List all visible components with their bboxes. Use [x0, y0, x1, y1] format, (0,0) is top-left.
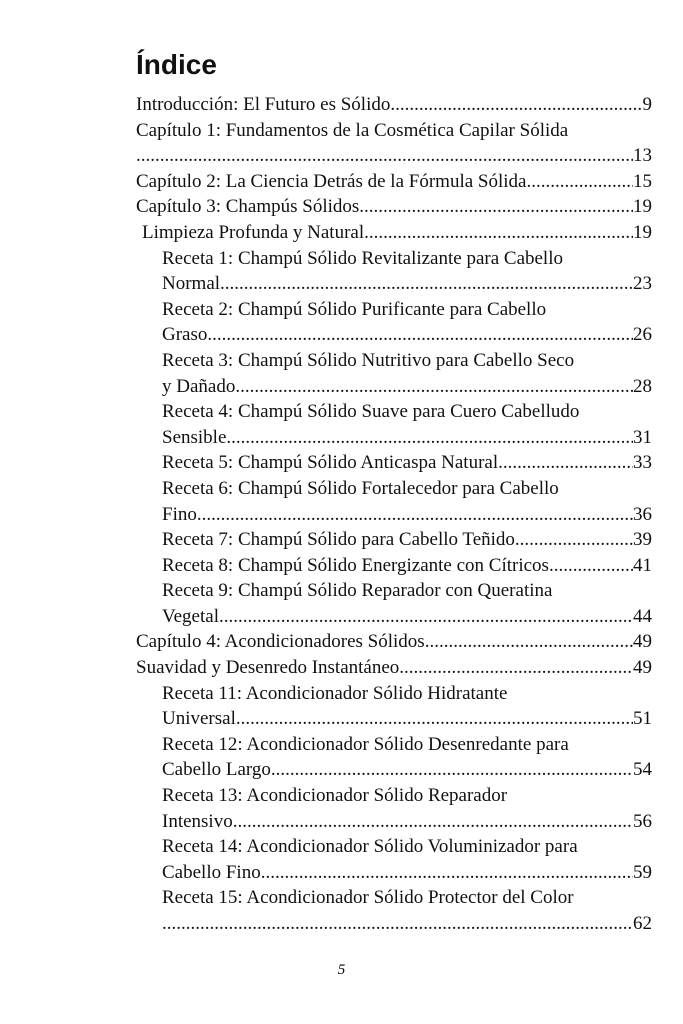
dot-leader — [235, 374, 633, 400]
page-number: 5 — [337, 962, 346, 978]
toc-entry-title: Suavidad y Desenredo Instantáneo — [136, 657, 400, 679]
toc-entry-title-line: Receta 2: Champú Sólido Purificante para Cabello — [162, 298, 547, 320]
dot-leader — [526, 169, 633, 195]
toc-entry-title: Sensible — [162, 426, 227, 448]
toc-entry-page: 9 — [642, 94, 652, 115]
toc-entry-row — [162, 860, 652, 886]
document-page — [136, 40, 652, 937]
toc-entry-row — [162, 450, 652, 476]
toc-entry-page: 31 — [633, 426, 652, 448]
toc-entry-title-line: Receta 3: Champú Sólido Nutritivo para Cabello Seco — [162, 349, 575, 371]
dot-leader — [197, 502, 633, 528]
dot-leader — [359, 194, 633, 220]
toc-entry-row — [162, 553, 652, 579]
toc-entry-title: y Dañado — [162, 375, 236, 397]
toc-entry-title: Capítulo 2: La Ciencia Detrás de la Fórmula Sólida — [136, 170, 527, 192]
toc-entry — [136, 246, 652, 297]
toc-entry-title: Normal — [162, 273, 221, 295]
toc-entry-title: Capítulo 3: Champús Sólidos — [136, 196, 360, 218]
toc-entry-page: 49 — [633, 657, 652, 679]
toc-entry-title: Limpieza Profunda y Natural — [142, 221, 365, 243]
toc-entry-page: 19 — [633, 196, 652, 218]
toc-entry-page: 51 — [633, 708, 652, 730]
toc-entry-row — [136, 194, 652, 220]
toc-entry-title: Intensivo — [162, 810, 233, 832]
toc-entry-row — [162, 911, 652, 937]
toc-entry-page: 36 — [633, 503, 652, 525]
toc-entry — [136, 553, 652, 579]
dot-leader — [220, 271, 633, 297]
dot-leader — [425, 629, 633, 655]
toc-entry-row — [162, 809, 652, 835]
toc-entry-row — [136, 92, 652, 118]
toc-entry-row — [142, 220, 652, 246]
toc-entry — [136, 220, 652, 246]
toc-entry — [136, 399, 652, 450]
toc-entry-row — [162, 757, 652, 783]
toc-entry — [136, 629, 652, 655]
toc-entry — [136, 450, 652, 476]
toc-entry-title: Introducción: El Futuro es Sólido — [136, 94, 391, 115]
toc-entry-title: Universal — [162, 708, 236, 730]
toc-entry-row — [162, 374, 652, 400]
toc-entry-row — [162, 706, 652, 732]
dot-leader — [136, 143, 633, 169]
toc-entry-title: Vegetal — [162, 605, 219, 627]
toc-entry — [136, 655, 652, 681]
dot-leader — [233, 809, 633, 835]
toc-entry-title: Receta 7: Champú Sólido para Cabello Teñido — [162, 529, 515, 551]
toc-entry-page: 39 — [633, 529, 652, 551]
toc-entry-title-line: Receta 4: Champú Sólido Suave para Cuero Cabelludo — [162, 401, 580, 423]
toc-entry-page: 19 — [633, 221, 652, 243]
toc-entry — [136, 194, 652, 220]
toc-entry-page: 56 — [633, 810, 652, 832]
dot-leader — [549, 553, 633, 579]
dot-leader — [162, 911, 633, 937]
toc-entry-title-line: Receta 1: Champú Sólido Revitalizante para Cabello — [162, 247, 563, 269]
toc-entry-row — [162, 527, 652, 553]
toc-entry-page: 15 — [633, 170, 652, 192]
toc-entry-page: 49 — [633, 631, 652, 653]
toc-heading: Índice — [136, 49, 217, 80]
toc-entry — [136, 527, 652, 553]
toc-entry-title: Capítulo 4: Acondicionadores Sólidos — [136, 631, 425, 653]
toc-entry-page: 28 — [633, 375, 652, 397]
toc-entry-title-line: Capítulo 1: Fundamentos de la Cosmética Capilar Sólida — [136, 119, 569, 141]
toc-entry-row — [136, 655, 652, 681]
toc-entry — [136, 118, 652, 169]
toc-entry — [136, 297, 652, 348]
dot-leader — [207, 322, 633, 348]
toc-entry-row — [162, 271, 652, 297]
toc-entry-page: 33 — [633, 452, 652, 474]
toc-entry-title: Fino — [162, 503, 197, 525]
toc-entry-title-line: Receta 9: Champú Sólido Reparador con Queratina — [162, 580, 553, 602]
dot-leader — [271, 757, 633, 783]
dot-leader — [498, 450, 633, 476]
toc-entry-title-line: Receta 12: Acondicionador Sólido Desenredante para — [162, 733, 569, 755]
toc-entry-title-line: Receta 15: Acondicionador Sólido Protector del Color — [162, 887, 574, 909]
toc-entry-page: 13 — [633, 145, 652, 167]
dot-leader — [515, 527, 633, 553]
toc-entry-page: 59 — [633, 861, 652, 883]
toc-entry-page: 26 — [633, 324, 652, 346]
dot-leader — [219, 604, 633, 630]
toc-entry — [136, 732, 652, 783]
toc-entry-row — [136, 629, 652, 655]
table-of-contents — [136, 92, 652, 937]
toc-entry — [136, 348, 652, 399]
toc-entry-title: Receta 8: Champú Sólido Energizante con Cítricos — [162, 554, 549, 576]
toc-entry-page: 23 — [633, 273, 652, 295]
toc-entry — [136, 885, 652, 936]
toc-entry-title-line: Receta 13: Acondicionador Sólido Reparador — [162, 785, 508, 807]
dot-leader — [261, 860, 633, 886]
toc-entry-title: Cabello Largo — [162, 759, 271, 781]
toc-entry — [136, 834, 652, 885]
toc-entry-page: 54 — [633, 759, 652, 781]
toc-entry-row — [162, 322, 652, 348]
dot-leader — [390, 92, 642, 118]
dot-leader — [236, 706, 633, 732]
toc-entry-title: Graso — [162, 324, 208, 346]
dot-leader — [399, 655, 633, 681]
toc-entry-title-line: Receta 11: Acondicionador Sólido Hidratante — [162, 682, 508, 704]
toc-entry-row — [136, 143, 652, 169]
toc-entry-page: 62 — [633, 913, 652, 934]
toc-entry — [136, 92, 652, 118]
toc-entry-title: Receta 5: Champú Sólido Anticaspa Natural — [162, 452, 499, 474]
toc-entry-row — [162, 502, 652, 528]
dot-leader — [364, 220, 633, 246]
toc-entry-page: 41 — [633, 554, 652, 576]
toc-entry-title-line: Receta 6: Champú Sólido Fortalecedor para Cabello — [162, 477, 559, 499]
toc-entry — [136, 783, 652, 834]
toc-entry — [136, 578, 652, 629]
toc-entry-row — [136, 169, 652, 195]
toc-entry-page: 44 — [633, 605, 652, 627]
toc-entry-row — [162, 425, 652, 451]
toc-entry-row — [162, 604, 652, 630]
toc-entry — [136, 476, 652, 527]
dot-leader — [226, 425, 633, 451]
toc-entry — [136, 681, 652, 732]
toc-entry-title: Cabello Fino — [162, 861, 261, 883]
toc-entry — [136, 169, 652, 195]
toc-entry-title-line: Receta 14: Acondicionador Sólido Voluminizador para — [162, 836, 578, 858]
